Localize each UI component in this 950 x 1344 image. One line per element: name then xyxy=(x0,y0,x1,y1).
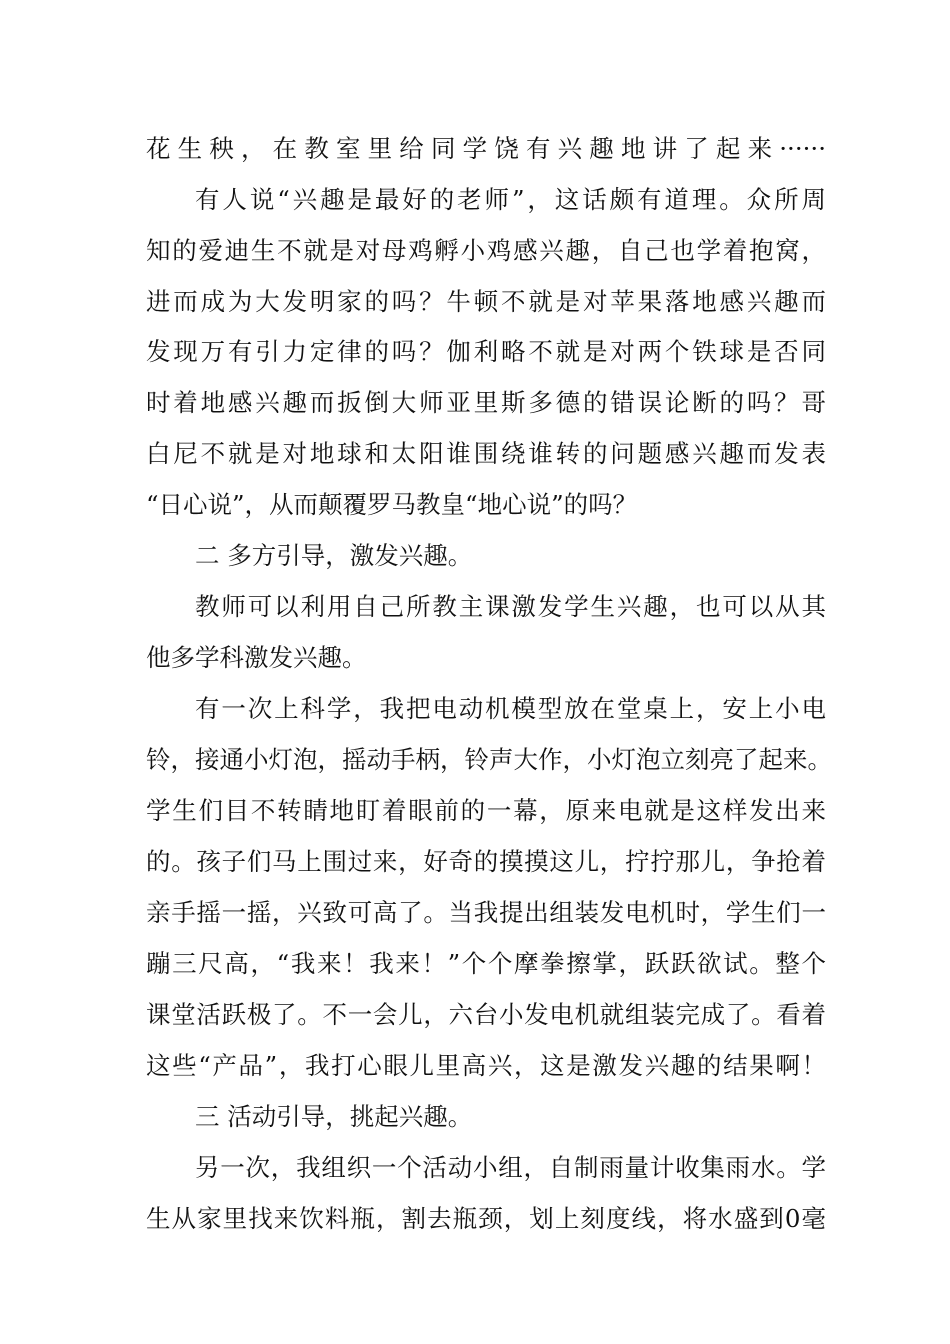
text-line-1: 花生秧，在教室里给同学饶有兴趣地讲了起来······ xyxy=(146,134,826,163)
section-heading-3: 三 活动引导，挑起兴趣。 xyxy=(195,1102,473,1131)
section-heading-2: 二 多方引导，激发兴趣。 xyxy=(195,541,473,570)
text-line-14: 学生们目不转睛地盯着眼前的一幕，原来电就是这样发出来 xyxy=(146,796,826,825)
text-line-17: 蹦三尺高，“我来！我来！”个个摩拳擦掌，跃跃欲试。整个 xyxy=(146,949,826,978)
text-line-21: 另一次，我组织一个活动小组，自制雨量计收集雨水。学 xyxy=(195,1153,826,1182)
text-line-10: 教师可以利用自己所教主课激发学生兴趣，也可以从其 xyxy=(195,592,826,621)
text-line-4: 进而成为大发明家的吗？牛顿不就是对苹果落地感兴趣而 xyxy=(146,287,826,316)
text-line-6: 时着地感兴趣而扳倒大师亚里斯多德的错误论断的吗？哥 xyxy=(146,388,826,417)
text-line-3: 知的爱迪生不就是对母鸡孵小鸡感兴趣，自己也学着抱窝， xyxy=(146,236,826,265)
text-line-15: 的。孩子们马上围过来，好奇的摸摸这儿，拧拧那儿，争抢着 xyxy=(146,847,826,876)
text-line-12: 有一次上科学，我把电动机模型放在堂桌上，安上小电 xyxy=(195,694,826,723)
text-line-19: 这些“产品”，我打心眼儿里高兴，这是激发兴趣的结果啊！ xyxy=(146,1051,826,1080)
text-line-2: 有人说“兴趣是最好的老师”，这话颇有道理。众所周 xyxy=(195,185,826,214)
text-line-18: 课堂活跃极了。不一会儿，六台小发电机就组装完成了。看着 xyxy=(146,1000,826,1029)
text-line-16: 亲手摇一摇，兴致可高了。当我提出组装发电机时，学生们一 xyxy=(146,898,826,927)
text-line-13: 铃，接通小灯泡，摇动手柄，铃声大作，小灯泡立刻亮了起来。 xyxy=(146,745,832,774)
text-line-5: 发现万有引力定律的吗？伽利略不就是对两个铁球是否同 xyxy=(146,337,826,366)
text-line-7: 白尼不就是对地球和太阳谁围绕谁转的问题感兴趣而发表 xyxy=(146,439,826,468)
text-line-22: 生从家里找来饮料瓶，割去瓶颈，划上刻度线，将水盛到0毫 xyxy=(146,1204,826,1233)
text-line-11: 他多学科激发兴趣。 xyxy=(146,643,367,672)
text-line-8: “日心说”，从而颠覆罗马教皇“地心说”的吗？ xyxy=(146,490,638,519)
